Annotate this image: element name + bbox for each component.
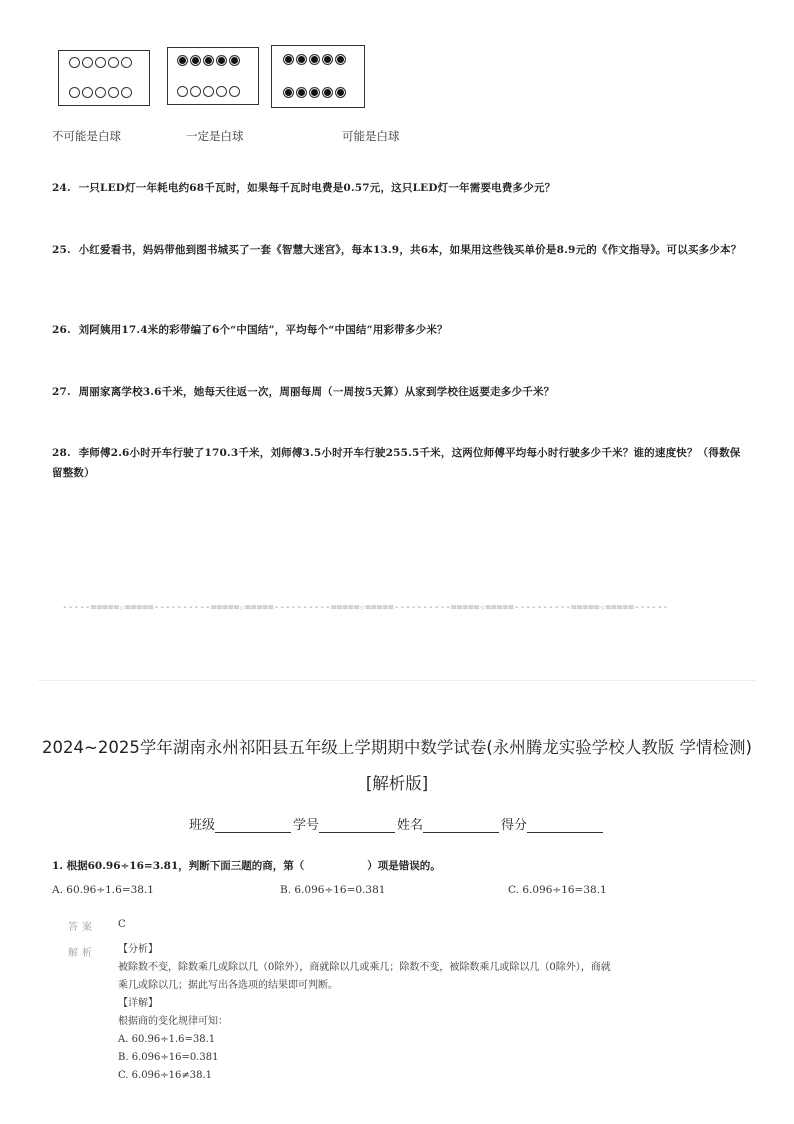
analysis-label: 解析 [68,948,96,959]
question-28 [52,443,742,483]
analysis-block [118,941,611,1085]
name-blank[interactable] [423,818,499,833]
analysis-line: 被除数不变，除数乘几或除以几（0除外），商就除以几或乘几；除数不变，被除数乘几或除以几（0除外），商就 [118,962,611,973]
white-ball [95,57,106,68]
analysis-line: A. 60.96÷1.6=38.1 [118,1034,216,1045]
id-blank[interactable] [319,818,395,833]
white-ball [69,57,80,68]
question-number: 24. [52,182,71,194]
analysis-line: 【详解】 [118,998,158,1009]
question-text: 刘阿姨用17.4米的彩带编了6个“中国结”，平均每个“中国结”用彩带多少米？ [78,324,448,336]
white-ball [82,87,93,98]
question-number: 26. [52,324,71,336]
question-1: 1. 根据60.96÷16=3.81，判断下面三题的商，第（ ）项是错误的。 [52,860,441,872]
option-b: B. 6.096÷16=0.381 [280,884,386,896]
analysis-line: 根据商的变化规律可知： [118,1016,228,1027]
black-ball [203,55,214,66]
analysis-line: 【分析】 [118,944,158,955]
question-text: 一只LED灯一年耗电约68千瓦时，如果每千瓦时电费是0.57元，这只LED灯一年需要电费多少元？ [78,182,556,194]
box-label-2: 一定是白球 [186,129,244,143]
question-text: 小红爱看书，妈妈带他到图书城买了一套《智慧大迷宫》，每本13.9，共6本，如果用这些钱买单价是8.9元的《作文指导》。可以买多少本？ [78,244,742,256]
page-separator [38,680,756,681]
name-label: 姓名 [397,818,424,833]
score-label: 得分 [501,818,528,833]
box-label-1: 不可能是白球 [52,129,121,143]
black-ball [229,55,240,66]
question-number: 27. [52,386,71,398]
white-ball [108,57,119,68]
white-ball [177,86,188,97]
question-25 [52,240,742,260]
white-ball [229,86,240,97]
box-label-3: 可能是白球 [342,129,400,143]
ball-row [69,57,132,68]
ball-box-3 [271,45,365,108]
ball-row [69,87,132,98]
black-ball [322,87,333,98]
ball-box-1 [58,50,150,106]
analysis-line: 乘几或除以几；据此写出各选项的结果即可判断。 [118,980,338,991]
class-label: 班级 [188,818,215,833]
black-ball [309,54,320,65]
section-divider: -----=====☆=====----------=====☆=====----------=====☆=====----------=====☆=====----------=====☆=====------ [62,602,669,613]
question-24 [52,178,742,198]
question-27 [52,382,742,402]
question-26 [52,320,742,340]
white-ball [121,87,132,98]
answer-value: C [118,919,126,930]
white-ball [203,86,214,97]
analysis-line: C. 6.096÷16≠38.1 [118,1070,213,1081]
question-number: 25. [52,244,71,256]
white-ball [69,87,80,98]
white-ball [121,57,132,68]
option-c: C. 6.096÷16=38.1 [508,884,607,896]
answer-label: 答案 [68,922,96,933]
question-text: 李师傅2.6小时开车行驶了170.3千米，刘师傅3.5小时开车行驶255.5千米，这两位师傅平均每小时行驶多少千米？谁的速度快？（得数保留整数） [52,447,741,479]
ball-row [283,54,346,65]
black-ball [283,54,294,65]
black-ball [322,54,333,65]
black-ball [296,87,307,98]
black-ball [335,87,346,98]
question-text: 周丽家离学校3.6千米，她每天往返一次，周丽每周（一周按5天算）从家到学校往返要走多少千米？ [78,386,555,398]
id-label: 学号 [292,818,319,833]
black-ball [335,54,346,65]
option-a: A. 60.96÷1.6=38.1 [52,884,154,896]
analysis-line: B. 6.096÷16=0.381 [118,1052,219,1063]
white-ball [216,86,227,97]
score-blank[interactable] [527,818,603,833]
student-info-line [0,814,794,833]
black-ball [177,55,188,66]
ball-row [177,55,240,66]
black-ball [296,54,307,65]
white-ball [95,87,106,98]
black-ball [309,87,320,98]
black-ball [190,55,201,66]
class-blank[interactable] [215,818,291,833]
black-ball [216,55,227,66]
white-ball [108,87,119,98]
black-ball [283,87,294,98]
question-number: 28. [52,447,71,459]
white-ball [82,57,93,68]
ball-row [283,87,346,98]
document-title: 2024~2025学年湖南永州祁阳县五年级上学期期中数学试卷(永州腾龙实验学校人教版 学情检测)[解析版] [42,738,752,793]
white-ball [190,86,201,97]
ball-row [177,86,240,97]
ball-box-2 [167,47,259,105]
